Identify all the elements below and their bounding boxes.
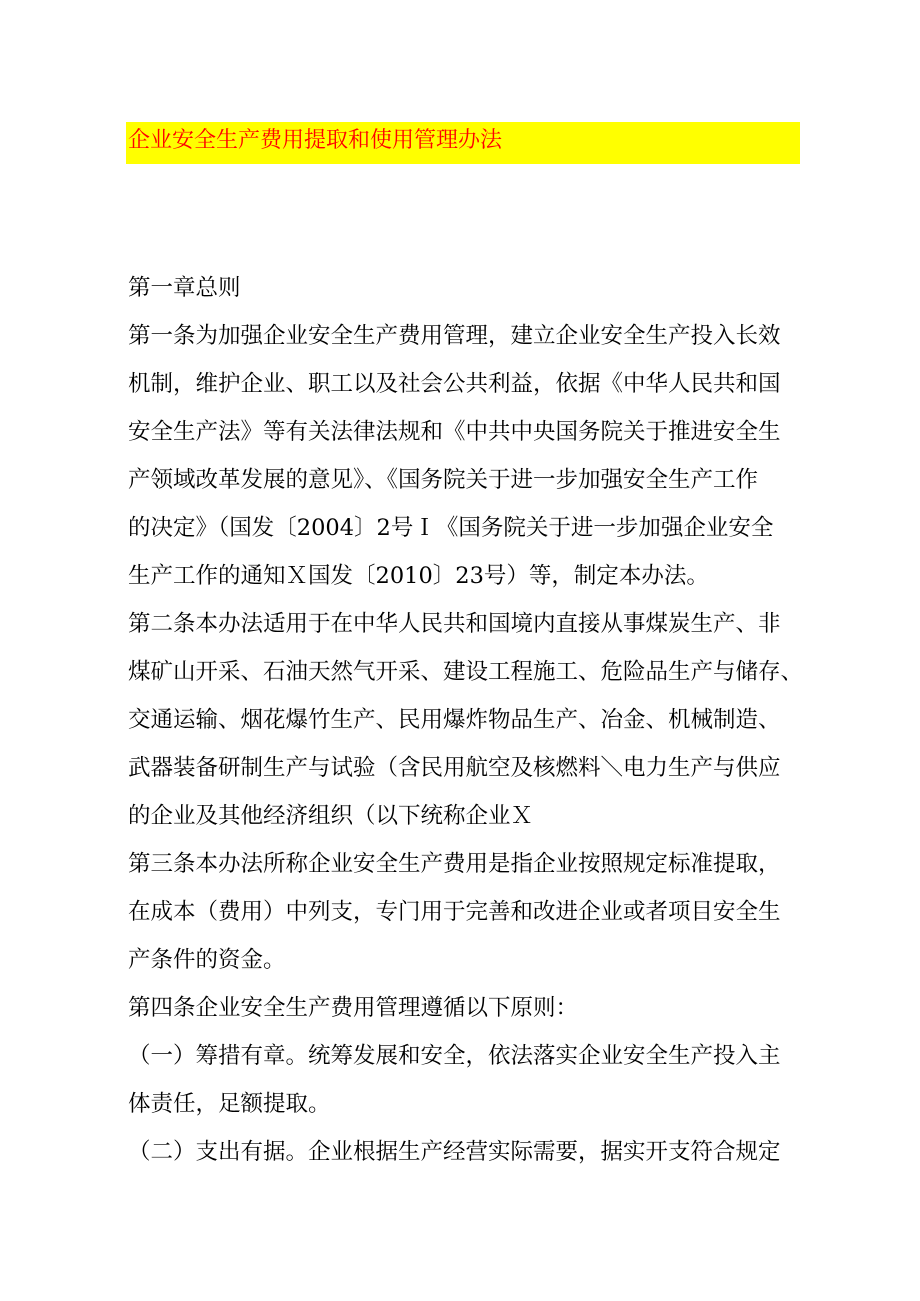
text-line: 的决定》（国发〔2004〕2号Ｉ《国务院关于进一步加强企业安全 <box>128 515 774 541</box>
text-line: 第一条为加强企业安全生产费用管理，建立企业安全生产投入长效 <box>128 323 781 349</box>
title-highlight <box>126 122 800 164</box>
text-line: 第三条本办法所称企业安全生产费用是指企业按照规定标准提取， <box>128 851 781 877</box>
text-line: 煤矿山开采、石油天然气开采、建设工程施工、危险品生产与储存、 <box>128 659 804 685</box>
document-body <box>128 264 808 1176</box>
text-line: 安全生产法》等有关法律法规和《中共中央国务院关于推进安全生 <box>128 419 781 445</box>
text-line: 的企业及其他经济组织（以下统称企业Ｘ <box>128 803 534 829</box>
text-line: 机制，维护企业、职工以及社会公共利益，依据《中华人民共和国 <box>128 371 781 397</box>
text-line: 产领域改革发展的意见》、《国务院关于进一步加强安全生产工作 <box>128 467 759 493</box>
document-title: 企业安全生产费用提取和使用管理办法 <box>128 128 503 153</box>
text-line: （二）支出有据。企业根据生产经营实际需要，据实开支符合规定 <box>128 1139 781 1165</box>
text-line: （一）筹措有章。统筹发展和安全，依法落实企业安全生产投入主 <box>128 1043 781 1069</box>
text-line: 体责任，足额提取。 <box>128 1091 331 1117</box>
text-line: 在成本（费用）中列支，专门用于完善和改进企业或者项目安全生 <box>128 899 781 925</box>
text-line: 产条件的资金。 <box>128 947 286 973</box>
text-line: 交通运输、烟花爆竹生产、民用爆炸物品生产、冶金、机械制造、 <box>128 707 781 733</box>
text-line: 生产工作的通知Ｘ国发〔2010〕23号）等，制定本办法。 <box>128 563 709 589</box>
chapter-heading: 第一章总则 <box>128 275 241 301</box>
text-line: 武器装备研制生产与试验（含民用航空及核燃料＼电力生产与供应 <box>128 755 781 781</box>
text-line: 第四条企业安全生产费用管理遵循以下原则： <box>128 995 579 1021</box>
text-line: 第二条本办法适用于在中华人民共和国境内直接从事煤炭生产、非 <box>128 611 781 637</box>
